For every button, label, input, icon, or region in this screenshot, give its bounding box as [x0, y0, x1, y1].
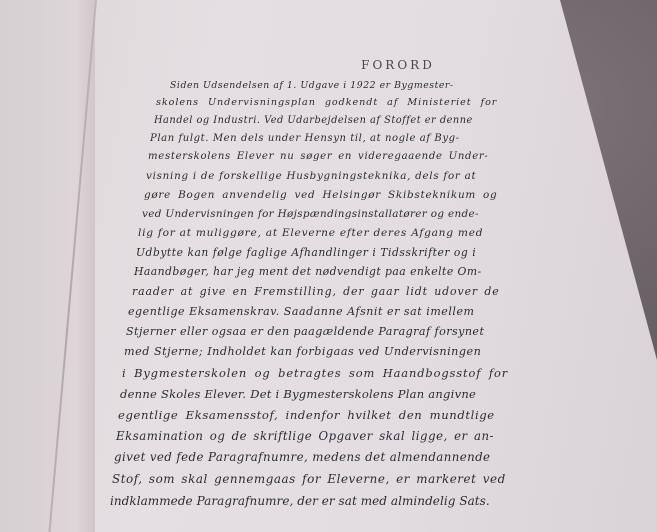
text-line: Plan fulgt. Men dels under Hensyn til, at nogle af Byg- [150, 133, 460, 144]
text-line: indklammede Paragrafnumre, der er sat med almindelig Sats. [110, 494, 490, 508]
text-line: med Stjerne; Indholdet kan forbigaas ved Undervisningen [124, 345, 482, 358]
text-line: Siden Udsendelsen af 1. Udgave i 1922 er Bygmester- [170, 80, 454, 91]
text-line: Stof, som skal gennemgaas for Eleverne, er markeret ved [112, 472, 506, 486]
text-line: visning i de forskellige Husbygningsteknika, dels for at [146, 170, 477, 182]
facing-page [0, 0, 95, 532]
text-line: Udbytte kan følge faglige Afhandlinger i Tidsskrifter og i [136, 246, 477, 259]
text-line: mesterskolens Elever nu søger en videregaaende Under- [148, 151, 489, 162]
text-line: egentlige Eksamensstof, indenfor hvilket den mundtlige [118, 408, 495, 422]
text-line: denne Skoles Elever. Det i Bygmesterskolens Plan angivne [120, 387, 477, 401]
text-line: Handel og Industri. Ved Udarbejdelsen af Stoffet er denne [154, 115, 473, 126]
text-line: givet ved fede Paragrafnumre, medens det almendannende [114, 450, 491, 464]
text-line: Eksamination og de skriftlige Opgaver skal ligge, er an- [116, 429, 495, 443]
text-line: ved Undervisningen for Højspændingsinstallatører og ende- [142, 208, 479, 220]
text-line: Stjerner eller ogsaa er den paagældende Paragraf forsynet [126, 325, 485, 338]
text-line: skolens Undervisningsplan godkendt af Ministeriet for [156, 97, 498, 108]
text-line: i Bygmesterskolen og betragtes som Haandbogsstof for [122, 366, 509, 380]
page-title: FORORD [361, 58, 435, 72]
text-line: Haandbøger, har jeg ment det nødvendigt paa enkelte Om- [134, 265, 482, 278]
text-line: egentlige Eksamenskrav. Saadanne Afsnit er sat imellem [128, 305, 475, 318]
text-line: gøre Bogen anvendelig ved Helsingør Skibsteknikum og [144, 189, 498, 201]
text-line: raader at give en Fremstilling, der gaar lidt udover de [132, 285, 500, 298]
text-line: lig for at muliggøre, at Eleverne efter deres Afgang med [138, 227, 484, 239]
